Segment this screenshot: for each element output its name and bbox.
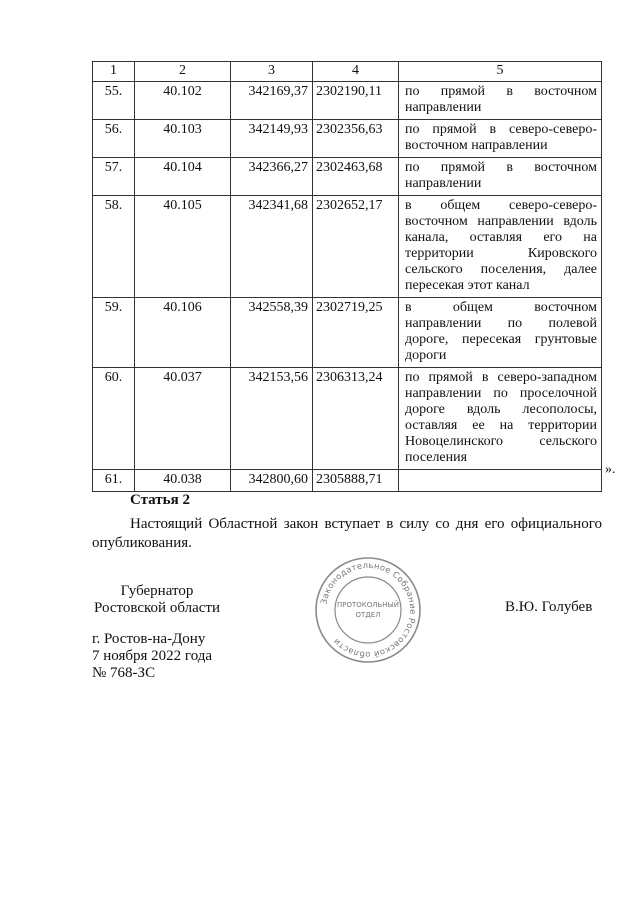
svg-text:Законодательное Собрание Росто <box>318 560 418 660</box>
coordinate-y: 2302719,25 <box>313 298 399 368</box>
point-number: 40.102 <box>135 82 231 120</box>
law-number: № 768-ЗС <box>92 665 156 681</box>
stamp-inner-line2: ОТДЕЛ <box>355 611 381 619</box>
coordinate-y: 2306313,24 <box>313 368 399 470</box>
table-row <box>93 368 602 470</box>
table-row <box>93 470 602 492</box>
row-number: 58. <box>93 196 135 298</box>
row-number: 59. <box>93 298 135 368</box>
table-row <box>93 120 602 158</box>
table-row <box>93 196 602 298</box>
coordinate-y: 2302190,11 <box>313 82 399 120</box>
boundary-description: по прямой в восточном направлении <box>399 158 602 196</box>
coordinate-x: 342153,56 <box>231 368 313 470</box>
point-number: 40.104 <box>135 158 231 196</box>
point-number: 40.103 <box>135 120 231 158</box>
header-col-1: 1 <box>93 62 135 82</box>
stamp-inner-ring <box>335 577 401 643</box>
stamp-outer-ring <box>316 558 420 662</box>
table-row <box>93 298 602 368</box>
header-col-4: 4 <box>313 62 399 82</box>
row-number: 60. <box>93 368 135 470</box>
table-header-row <box>93 62 602 82</box>
point-number: 40.038 <box>135 470 231 492</box>
closing-quote: ». <box>605 462 616 477</box>
coordinate-x: 342149,93 <box>231 120 313 158</box>
table-row <box>93 158 602 196</box>
boundary-description: по прямой в восточном направлении <box>399 82 602 120</box>
article-title: Статья 2 <box>130 492 190 508</box>
header-col-5: 5 <box>399 62 602 82</box>
city: г. Ростов-на-Дону <box>92 631 206 647</box>
coordinate-x: 342366,27 <box>231 158 313 196</box>
boundary-description: в общем восточном направлении по полевой дороге, пересекая грунтовые дороги <box>399 298 602 368</box>
coordinate-y: 2302463,68 <box>313 158 399 196</box>
header-col-2: 2 <box>135 62 231 82</box>
boundary-description: по прямой в северо-западном направлении по проселочной дороге вдоль лесополосы, оставляя ее на территории Новоцелинского сельского поселения <box>399 368 602 470</box>
boundary-description <box>399 470 602 492</box>
point-number: 40.105 <box>135 196 231 298</box>
signatory-name: В.Ю. Голубев <box>505 599 593 615</box>
date: 7 ноября 2022 года <box>92 648 213 664</box>
place-date-block <box>92 631 212 682</box>
coordinate-y: 2302652,17 <box>313 196 399 298</box>
coordinate-y: 2305888,71 <box>313 470 399 492</box>
row-number: 56. <box>93 120 135 158</box>
coordinates-table <box>92 61 602 492</box>
boundary-description: в общем северо-северо-восточном направлении вдоль канала, оставляя его на территории Кировского сельского поселения, далее пересекая этот канал <box>399 196 602 298</box>
coordinate-x: 342558,39 <box>231 298 313 368</box>
signatory-title-line1: Губернатор <box>120 583 194 599</box>
table-row <box>93 82 602 120</box>
point-number: 40.037 <box>135 368 231 470</box>
point-number: 40.106 <box>135 298 231 368</box>
boundary-description: по прямой в северо-северо-восточном направлении <box>399 120 602 158</box>
stamp-inner-line1: ПРОТОКОЛЬНЫЙ <box>336 601 400 609</box>
coordinate-x: 342169,37 <box>231 82 313 120</box>
row-number: 57. <box>93 158 135 196</box>
article-text: Настоящий Областной закон вступает в силу со дня его официального опубликования. <box>92 516 602 551</box>
coordinate-y: 2302356,63 <box>313 120 399 158</box>
row-number: 61. <box>93 470 135 492</box>
table-body <box>93 82 602 492</box>
header-col-3: 3 <box>231 62 313 82</box>
official-stamp <box>313 555 423 665</box>
coordinate-x: 342800,60 <box>231 470 313 492</box>
coordinate-x: 342341,68 <box>231 196 313 298</box>
row-number: 55. <box>93 82 135 120</box>
stamp-outer-text: Законодательное Собрание Ростовской области <box>318 559 419 661</box>
signatory-title-line2: Ростовской области <box>94 600 220 616</box>
signatory-title <box>92 583 222 617</box>
